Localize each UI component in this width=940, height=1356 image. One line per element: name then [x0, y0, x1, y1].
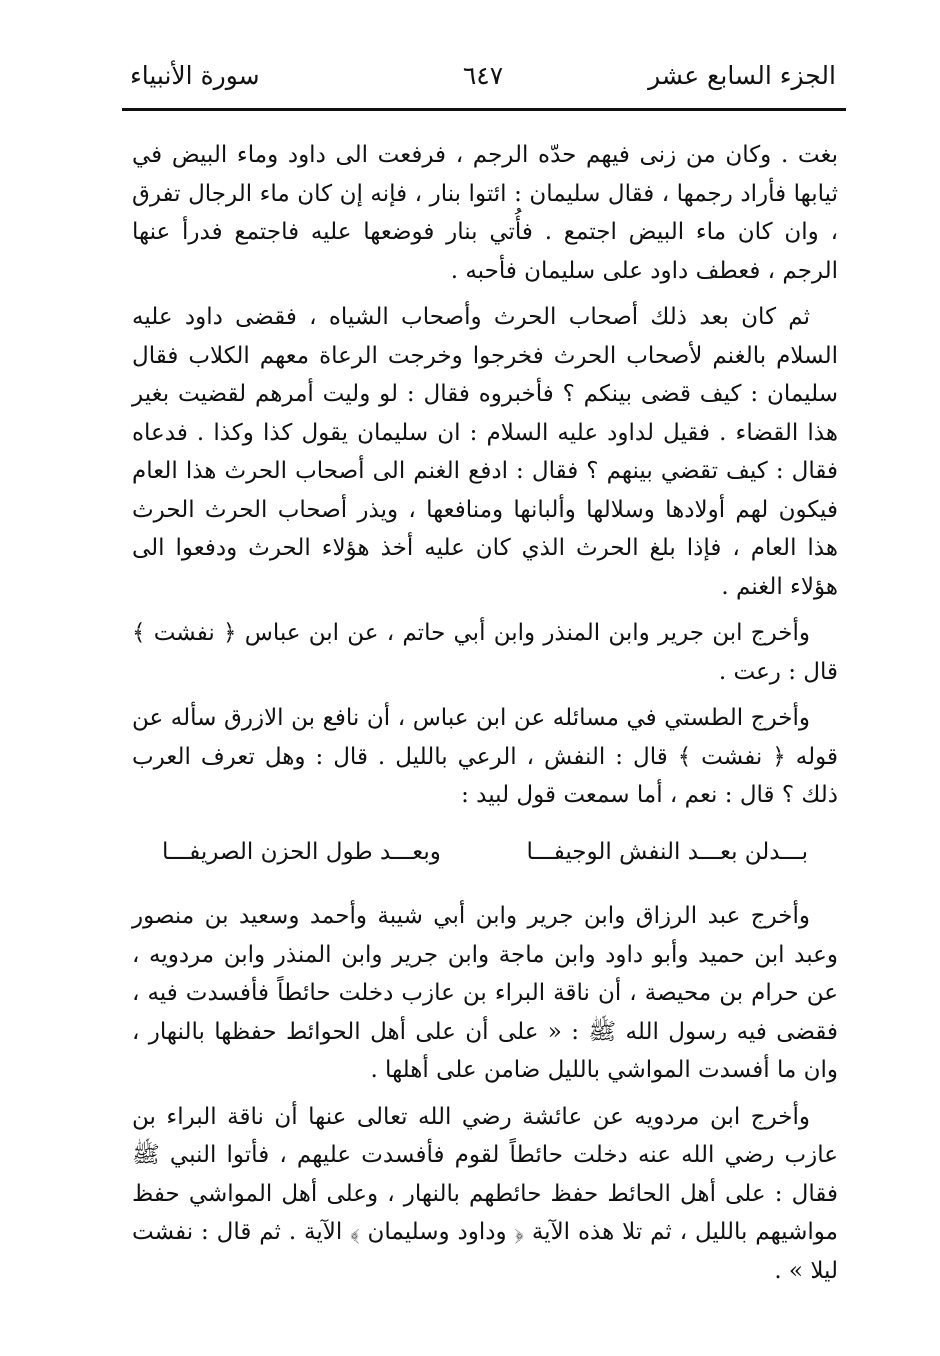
- header-page-number: ٦٤٧: [462, 61, 504, 90]
- paragraph-1: بغت . وكان من زنى فيهم حدّه الرجم ، فرفعت الى داود وماء البيض في ثيابها فأراد رجمها ، فقال سليمان : ائتوا بنار ، فإنه إن كان ماء الرجال تفرق ، وان كان ماء البيض اجتمع . فأُتي بنار فوضعها عليه فاجتمع فدرأ عنها الرجم ، فعطف داود على سليمان فأحبه .: [132, 142, 838, 284]
- paragraph-3: وأخرج ابن جرير وابن المنذر وابن أبي حاتم ، عن ابن عباس ﴿ نفشت ﴾ قال : رعت .: [132, 620, 838, 685]
- paragraph-2: ثم كان بعد ذلك أصحاب الحرث وأصحاب الشياه ، فقضى داود عليه السلام بالغنم لأصحاب الحرث فخرجوا وخرجت الرعاة معهم الكلاب فقال سليمان : كيف قضى بينكم ؟ فأخبروه فقال : لو وليت أمرهم لقضيت بغير هذا القضاء . فقيل لداود عليه السلام : ان سليمان يقول كذا وكذا . فدعاه فقال : كيف تقضي بينهم ؟ فقال : ادفع الغنم الى أصحاب الحرث هذا العام فيكون لهم أولادها وسلالها وألبانها ومنافعها ، ويذر أصحاب الحرث الحرث هذا العام ، فإذا بلغ الحرث الذي كان عليه أخذ هؤلاء الحرث ودفعوا الى هؤلاء الغنم .: [132, 304, 838, 600]
- main-text: [132, 136, 838, 1298]
- verse-second-hemistich: وبعـــد طول الحزن الصريفـــا: [162, 838, 441, 865]
- running-header: [130, 52, 836, 100]
- header-rule: [122, 108, 846, 111]
- paragraph-5: وأخرج عبد الرزاق وابن جرير وابن أبي شيبة وأحمد وسعيد بن منصور وعبد ابن حميد وأبو داود وابن ماجة وابن جرير وابن المنذر وابن مردويه ، عن حرام بن محيصة ، أن ناقة البراء بن عازب دخلت حائطاً فأفسدت فيه ، فقضى فيه رسول الله ﷺ : « على أن على أهل الحوائط حفظها بالنهار ، وان ما أفسدت المواشي بالليل ضامن على أهلها .: [132, 903, 838, 1083]
- header-part: الجزء السابع عشر: [648, 61, 836, 90]
- paragraph-4: وأخرج الطستي في مسائله عن ابن عباس ، أن نافع بن الازرق سأله عن قوله ﴿ نفشت ﴾ قال : النفش ، الرعي بالليل . قال : وهل تعرف العرب ذلك ؟ قال : نعم ، أما سمعت قول لبيد :: [132, 705, 838, 808]
- header-surah: سورة الأنبياء: [130, 61, 260, 90]
- verse-first-hemistich: بـــدلن بعـــد النفش الوجيفـــا: [526, 838, 808, 865]
- poetry-verse: [132, 823, 838, 890]
- paragraph-6: وأخرج ابن مردويه عن عائشة رضي الله تعالى عنها أن ناقة البراء بن عازب رضي الله عنه دخلت حائطاً لقوم فأفسدت عليهم ، فأتوا النبي ﷺ فقال : على أهل الحائط حفظ حائطهم بالنهار ، وعلى أهل المواشي حفظ مواشيهم بالليل ، ثم تلا هذه الآية ﴿ وداود وسليمان ﴾ الآية . ثم قال : نفشت ليلا » .: [132, 1103, 838, 1284]
